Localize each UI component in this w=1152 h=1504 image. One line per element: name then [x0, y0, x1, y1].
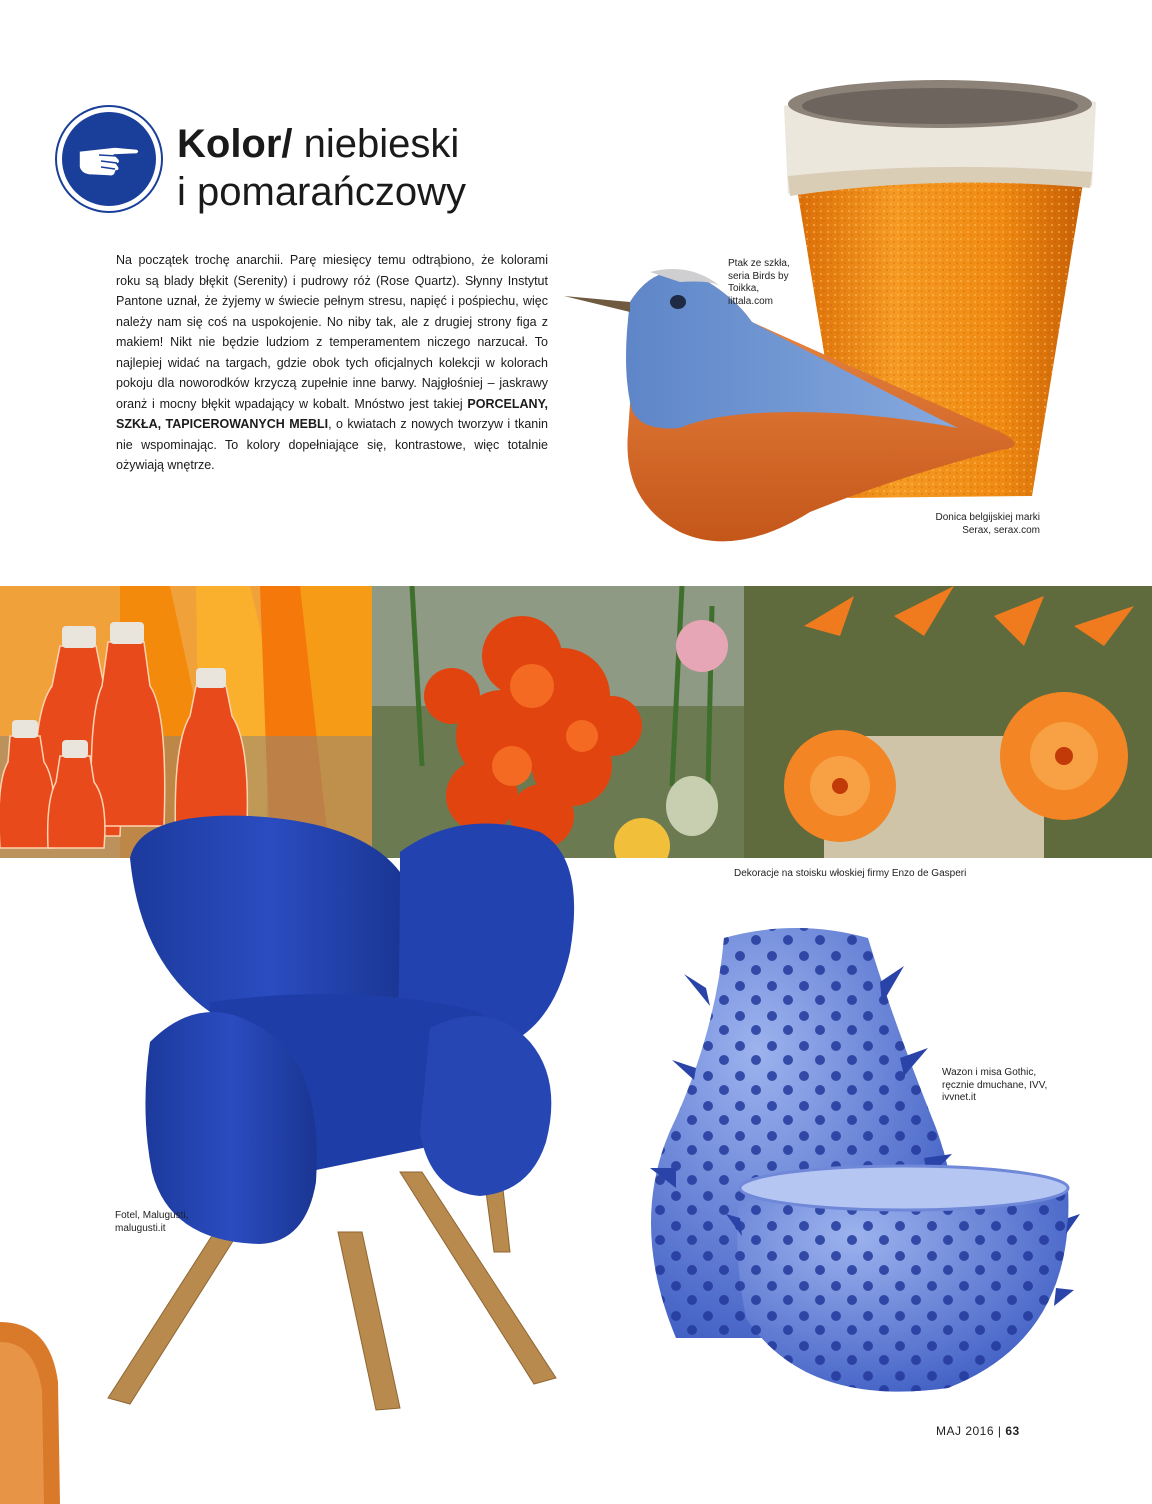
folio-issue: MAJ 2016 — [936, 1424, 995, 1438]
headline-bold: Kolor/ — [177, 122, 293, 166]
caption-photo-strip: Dekoracje na stoisku włoskiej firmy Enzo de Gasperi — [734, 868, 967, 879]
headline-rest: niebieski — [292, 122, 460, 166]
section-headline — [177, 120, 466, 216]
pointing-hand-icon — [75, 137, 143, 179]
section-badge — [57, 107, 161, 211]
amber-glass-photo — [0, 1312, 64, 1504]
lead-bold-phrase: PORCELANY, SZKŁA, TAPICEROWANYCH MEBLI — [116, 396, 548, 431]
caption-pot: Donica belgijskiej marki Serax, serax.com — [935, 512, 1040, 536]
folio-separator: | — [994, 1424, 1006, 1438]
caption-bird: Ptak ze szkła, seria Birds by Toikka, iittala.com — [728, 258, 790, 307]
hibiscus-decoration-photo — [744, 586, 1152, 858]
armchair-photo — [100, 812, 660, 1412]
lead-paragraph — [116, 250, 548, 476]
folio-page-number: 63 — [1005, 1424, 1020, 1438]
blue-vase-and-bowl-photo — [636, 918, 1080, 1396]
lead-text-end: , o kwiatach z nowych tworzyw i tkanin nie wspominając. To kolory dopełniające się, kontrastowe, więc totalnie ożywiają wnętrze. — [116, 417, 548, 472]
lead-text-start: Na początek trochę anarchii. Parę miesięcy temu odtrąbiono, że kolorami roku są blady błękit (Serenity) i pudrowy róż (Rose Quartz). Słynny Instytut Pantone uznał, że żyjemy w świecie pełnym stresu, napięć i pośpiechu, więc należy nam się coś na uspokojenie. No niby tak, ale z drugiej strony figa z makiem! Nikt nie będzie ludziom z temperamentem niczego narzucał. To najlepiej widać na targach, gdzie obok tych oficjalnych kolekcji w kolorach pokoju dla noworodków krzyczą zupełnie inne barwy. Najgłośniej – jaskrawy oranż i mocny błękit wpadający w kobalt. Mnóstwo jest takiej — [116, 253, 548, 411]
caption-vase: Wazon i misa Gothic, ręcznie dmuchane, IVV, ivvnet.it — [942, 1067, 1048, 1103]
page-folio — [936, 1424, 1020, 1438]
headline-line2: i pomarańczowy — [177, 170, 467, 214]
caption-chair: Fotel, Malugusti, malugusti.it — [115, 1210, 189, 1234]
